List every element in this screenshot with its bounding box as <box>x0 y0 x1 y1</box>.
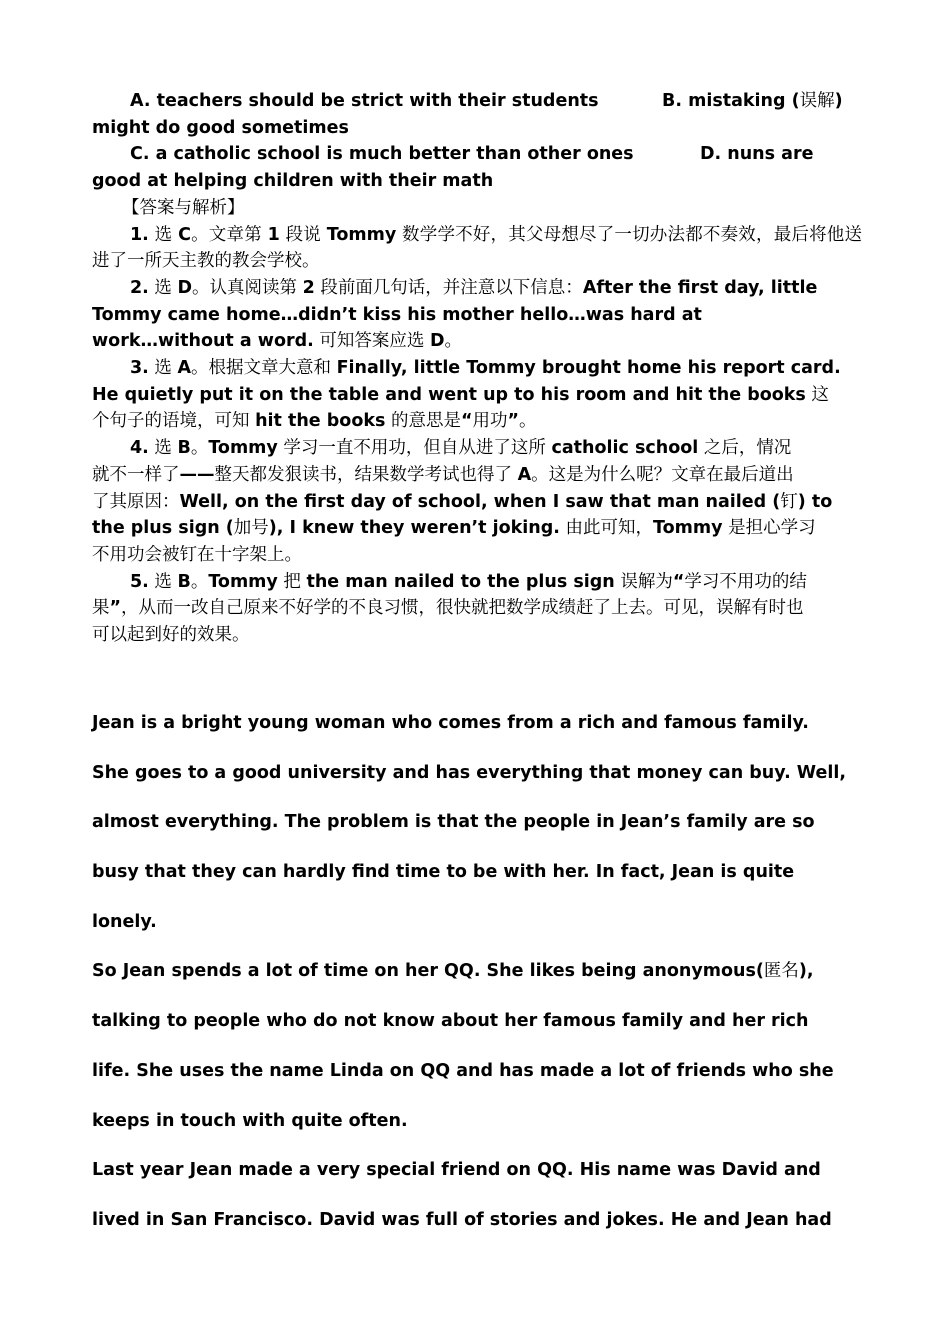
answer-1-text: 段说 <box>279 224 327 245</box>
answer-4-line4 <box>92 515 862 542</box>
option-d-continued: good at helping children with their math <box>92 171 494 192</box>
answer-5-quote: the man nailed to the plus sign <box>306 571 615 592</box>
answer-4-text: 选 <box>148 438 178 459</box>
answer-1-para: 1 <box>267 224 280 245</box>
answer-2-text: 选 <box>148 277 178 298</box>
answer-5-text: 把 <box>277 571 307 592</box>
answer-4-text: 就不一样了 <box>92 464 180 485</box>
answer-3 <box>92 355 862 382</box>
option-b <box>662 88 843 115</box>
answer-2-para: 2 <box>302 277 315 298</box>
answer-2-letter: D <box>429 331 445 352</box>
passage-line: almost everything. The problem is that the people in Jean’s family are so <box>92 812 815 833</box>
answer-2 <box>92 275 862 302</box>
answer-4-quote: ) to <box>797 491 833 512</box>
passage-line: lived in San Francisco. David was full of stories and jokes. He and Jean had <box>92 1209 832 1230</box>
answer-4-quote: ), I knew they weren’t joking. <box>268 518 560 539</box>
answer-3-quote: He quietly put it on the table and went up to his room and hit the books <box>92 384 806 405</box>
answer-4-text: 是担心学习 <box>722 518 816 539</box>
option-b-close: ) <box>834 91 843 111</box>
answer-4-text: 学习一直不用功，但自从进了这所 <box>277 438 552 459</box>
options-row-ab <box>92 88 862 115</box>
answer-3-quote: Finally, little Tommy brought home his report card. <box>336 358 841 379</box>
answer-header-text: 【答案与解析】 <box>122 197 245 218</box>
answer-3-line3 <box>92 408 862 435</box>
option-a: A. teachers should be strict with their students <box>130 91 599 111</box>
answer-5-quote-mark: “ <box>672 571 685 592</box>
answer-1-text: 数学学不好，其父母想尽了一切办法都不奏效，最后将他送进了一所天主教的教会学校。 <box>92 224 862 272</box>
answer-3-text: 这 <box>805 384 829 405</box>
answer-4-letter: A <box>517 464 532 485</box>
answer-5-number: 5. <box>130 571 149 592</box>
passage-text: So Jean spends a lot of time on her QQ. She likes being anonymous( <box>92 961 764 982</box>
answer-2-quote: After the first day, little <box>582 277 818 298</box>
answer-2-text: 段前面几句话，并注意以下信息： <box>314 277 583 298</box>
answer-1-letter: C <box>178 224 191 245</box>
answer-5-text: 。 <box>190 571 209 592</box>
option-b-continued: might do good sometimes <box>92 117 349 138</box>
answer-3-text: 。 <box>518 411 537 432</box>
option-b-cn: 误解 <box>799 91 835 111</box>
answer-4-line5 <box>92 542 862 569</box>
answer-5 <box>92 569 862 596</box>
passage-line: keeps in touch with quite often. <box>92 1110 408 1131</box>
answer-2-text: 。认真阅读第 <box>192 277 303 298</box>
answer-5-tommy: Tommy <box>208 571 278 592</box>
answer-5-text: 果 <box>92 598 110 619</box>
passage-line: talking to people who do not know about her famous family and her rich <box>92 1011 809 1032</box>
answer-3-meaning: 用功 <box>472 411 508 432</box>
answer-4-line2 <box>92 462 862 489</box>
answer-4-tommy: Tommy <box>208 438 278 459</box>
answer-1-number: 1. <box>130 224 149 245</box>
passage-line: Last year Jean made a very special friend on QQ. His name was David and <box>92 1160 821 1181</box>
passage-line: She goes to a good university and has everything that money can buy. Well, <box>92 762 847 783</box>
answer-5-text: 选 <box>148 571 178 592</box>
answer-1-tommy: Tommy <box>326 224 397 245</box>
answer-section <box>92 88 862 649</box>
answer-2-quote: work…without a word. <box>92 331 314 352</box>
passage-line <box>92 954 862 1004</box>
answer-3-number: 3. <box>130 358 149 379</box>
options-row-cd <box>92 141 862 168</box>
answer-4-number: 4. <box>130 438 149 459</box>
reading-passage <box>92 706 862 1253</box>
answer-2-letter: D <box>177 277 192 298</box>
answer-3-text: 选 <box>148 358 178 379</box>
answer-5-line3 <box>92 622 862 649</box>
answer-4 <box>92 435 862 462</box>
passage-gloss: 匿名 <box>763 961 799 982</box>
answer-3-text: 的意思是 <box>385 411 461 432</box>
answer-4-quote: Well, on the first day of school, when I saw that man nailed ( <box>179 491 781 512</box>
answer-4-gloss: 加号 <box>233 518 269 539</box>
option-b-text: B. mistaking ( <box>662 91 800 111</box>
answer-4-quote: the plus sign ( <box>92 518 234 539</box>
answer-3-line2 <box>92 382 862 409</box>
answer-5-text: ，从而一改自己原来不好学的不良习惯，很快就把数学成绩赶了上去。可见，误解有时也 <box>121 598 804 619</box>
answer-4-text: 不用功会被钉在十字架上。 <box>92 544 302 565</box>
answer-4-school: catholic school <box>551 438 699 459</box>
answer-4-gloss: 钉 <box>780 491 798 512</box>
option-d: D. nuns are <box>700 144 814 165</box>
answer-4-text: 整天都发狠读书，结果数学考试也得了 <box>214 464 518 485</box>
passage-line: busy that they can hardly find time to be with her. In fact, Jean is quite <box>92 862 795 883</box>
answer-4-text: 由此可知， <box>559 518 653 539</box>
answer-1-text: 选 <box>148 224 179 245</box>
answer-5-letter: B <box>177 571 191 592</box>
passage-line: lonely. <box>92 911 157 932</box>
answer-3-phrase: hit the books <box>255 411 386 432</box>
answer-3-text: 个句子的语境，可知 <box>92 411 256 432</box>
answer-2-text: 。 <box>444 331 462 352</box>
answer-3-quote-mark: ” <box>507 411 519 432</box>
answer-5-meaning: 学习不用功的结 <box>684 571 807 592</box>
option-c: C. a catholic school is much better than other ones <box>130 144 634 165</box>
answer-2-number: 2. <box>130 277 149 298</box>
answer-3-letter: A <box>177 358 192 379</box>
answer-5-text: 可以起到好的效果。 <box>92 625 250 646</box>
answer-3-text: 。根据文章大意和 <box>191 358 337 379</box>
answer-5-quote-mark: ” <box>109 598 122 619</box>
answer-5-text: 误解为 <box>614 571 673 592</box>
answer-4-text: 了其原因： <box>92 491 180 512</box>
passage-line: Jean is a bright young woman who comes from a rich and famous family. <box>92 713 809 733</box>
answer-4-text: 。 <box>190 438 209 459</box>
answer-2-line3 <box>92 328 862 355</box>
answer-4-text: 之后，情况 <box>698 438 792 459</box>
answer-1 <box>92 222 862 275</box>
answer-header <box>92 195 862 222</box>
answer-3-quote-mark: “ <box>460 411 473 432</box>
answer-2-text: 可知答案应选 <box>313 331 430 352</box>
answer-4-dash: —— <box>179 464 215 485</box>
passage-text: ), <box>798 961 814 982</box>
answer-2-quote-line2: Tommy came home…didn’t kiss his mother hello…was hard at <box>92 304 702 325</box>
answer-4-letter: B <box>177 438 191 459</box>
answer-1-text: 。文章第 <box>190 224 268 245</box>
answer-4-text: 。这是为什么呢？文章在最后道出 <box>531 464 794 485</box>
answer-4-line3 <box>92 489 862 516</box>
answer-4-tommy: Tommy <box>653 518 723 539</box>
passage-line: life. She uses the name Linda on QQ and has made a lot of friends who she <box>92 1060 834 1081</box>
answer-5-line2 <box>92 595 862 622</box>
